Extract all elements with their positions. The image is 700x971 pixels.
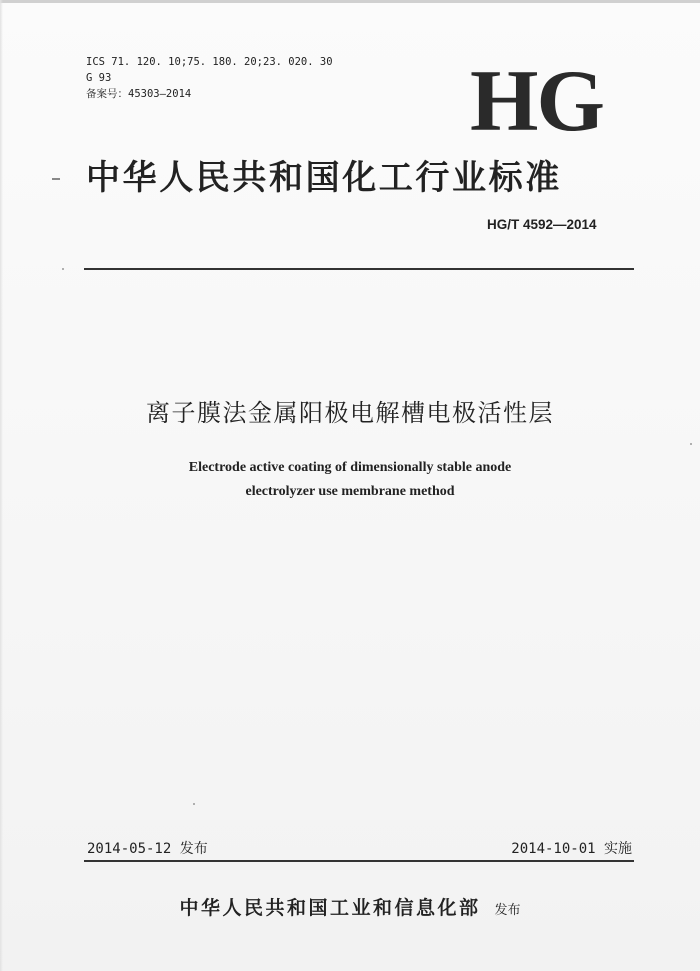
top-divider	[84, 268, 634, 270]
publisher-suffix: 发布	[494, 903, 521, 918]
scan-speck	[193, 803, 195, 805]
scan-edge-top	[0, 0, 700, 3]
standard-number: HG/T 4592—2014	[487, 217, 597, 232]
hg-logo: HG	[470, 53, 603, 150]
english-title-line-1: Electrode active coating of dimensionally stable anode	[188, 460, 512, 475]
scan-speck	[690, 443, 692, 445]
standard-category-title: 中华人民共和国化工行业标准	[86, 158, 562, 198]
bottom-divider	[84, 860, 634, 862]
classification-block	[86, 54, 333, 102]
document-title-english	[0, 456, 700, 504]
publisher-name: 中华人民共和国工业和信息化部	[179, 897, 481, 919]
issue-date: 2014-05-12 发布	[87, 841, 208, 857]
scan-speck	[62, 268, 64, 270]
ics-code: ICS 71. 120. 10;75. 180. 20;23. 020. 30	[86, 56, 333, 68]
record-number: 备案号：45303—2014	[86, 88, 192, 100]
implementation-date: 2014-10-01 实施	[511, 841, 632, 857]
ccs-code: G 93	[86, 72, 112, 84]
document-title-chinese: 离子膜法金属阳极电解槽电极活性层	[146, 399, 554, 427]
margin-mark	[52, 178, 60, 180]
publisher-line	[0, 893, 700, 920]
english-title-line-2: electrolyzer use membrane method	[245, 484, 455, 499]
